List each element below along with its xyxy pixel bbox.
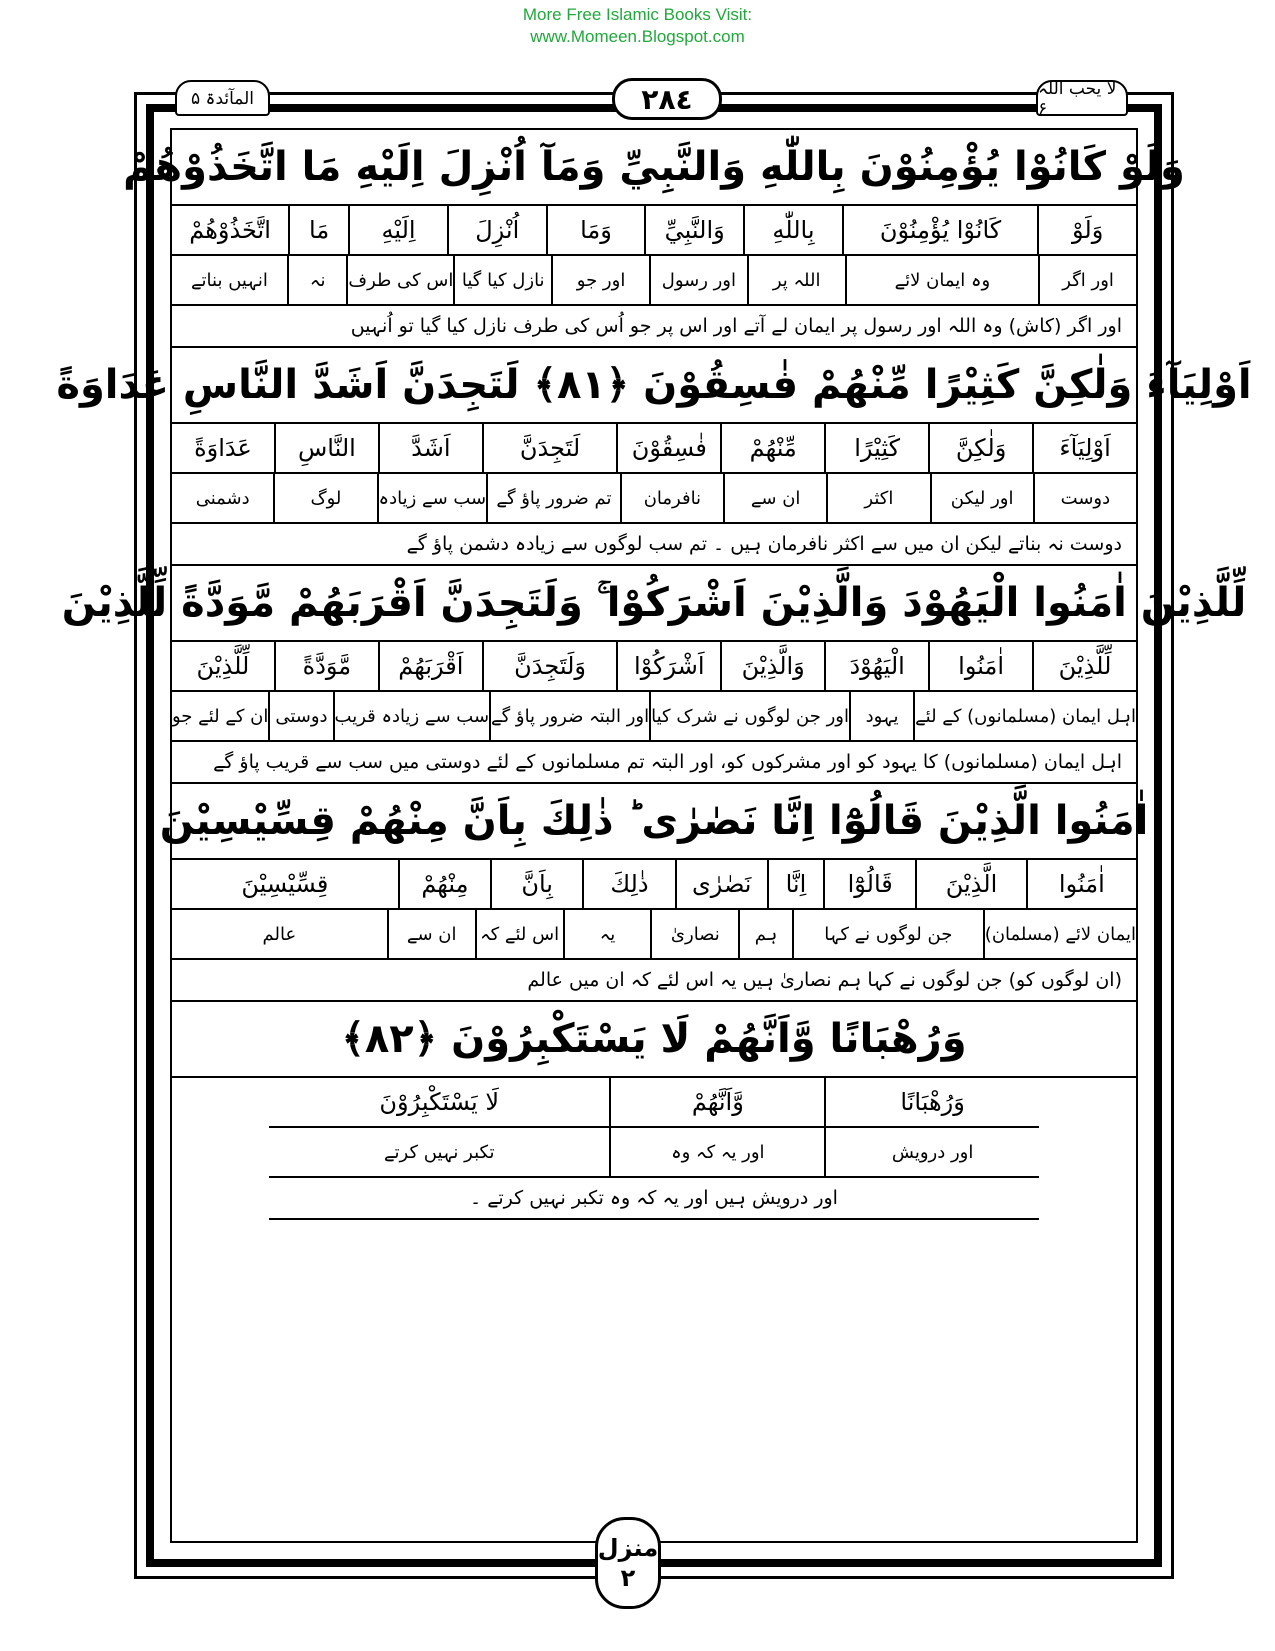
- verse-line: اٰمَنُوا الَّذِيْنَ قَالُوْٓا اِنَّا نَصٰرٰى ؕ ذٰلِكَ بِاَنَّ مِنْهُمْ قِسِّيْسِيْنَ: [172, 784, 1136, 860]
- meaning-cell: سب سے زیادہ قریب: [333, 692, 490, 740]
- verse-line: وَرُهْبَانًا وَّاَنَّهُمْ لَا يَسْتَكْبِرُوْنَ ﴿٨٢﴾: [172, 1002, 1136, 1078]
- verse-line: اَوْلِيَآءَ وَلٰكِنَّ كَثِيْرًا مِّنْهُمْ فٰسِقُوْنَ ﴿٨١﴾ لَتَجِدَنَّ اَشَدَّ النَّاسِ عَدَاوَةً: [172, 348, 1136, 424]
- verse-section: [159, 784, 1149, 1002]
- word-cell: وَالنَّبِيِّ: [644, 206, 743, 254]
- word-cell: لِّلَّذِيْنَ: [1032, 642, 1136, 690]
- meaning-cell: جن لوگوں نے کہا: [792, 910, 983, 958]
- meaning-cell: تم ضرور پاؤ گے: [486, 474, 620, 522]
- meaning-cell: اور یہ کہ وہ: [609, 1128, 824, 1176]
- meaning-row: [172, 692, 1136, 742]
- meaning-cell: نازل کیا گیا: [453, 256, 551, 304]
- word-cell: قِسِّيْسِيْنَ: [241, 870, 329, 898]
- meaning-cell: دوست: [1033, 474, 1136, 522]
- word-cell: كَثِيْرًا: [824, 424, 928, 472]
- translation-line: اور اگر (کاش) وہ اللہ اور رسول پر ایمان لے آتے اور اس پر جو اُس کی طرف نازل کیا گیا تو اُنہیں: [172, 306, 1136, 348]
- word-cell: اَوْلِيَآءَ: [1032, 424, 1136, 472]
- word-cell: اَقْرَبَهُمْ: [378, 642, 482, 690]
- page-number: ٢٨٤: [612, 78, 722, 120]
- word-cell: مَّوَدَّةً: [274, 642, 378, 690]
- word-cell: النَّاسِ: [274, 424, 378, 472]
- word-cell: وَلَوْ: [1037, 206, 1136, 254]
- word-cell: بِاللّٰهِ: [743, 206, 842, 254]
- banner-line-1: More Free Islamic Books Visit:: [522, 5, 753, 24]
- meaning-cell: یہود: [849, 692, 913, 740]
- word-cell: مِنْهُمْ: [398, 860, 490, 908]
- meaning-cell: اور رسول: [649, 256, 747, 304]
- meaning-row: [269, 1128, 1039, 1178]
- verse-line: وَلَوْ كَانُوْا يُؤْمِنُوْنَ بِاللّٰهِ وَالنَّبِيِّ وَمَآ اُنْزِلَ اِلَيْهِ مَا اتَّخَذُوْهُمْ: [172, 130, 1136, 206]
- word-cell: الْيَهُوْدَ: [824, 642, 928, 690]
- meaning-cell: نافرمان: [620, 474, 723, 522]
- verse-section: [123, 130, 1185, 348]
- word-cell: ذٰلِكَ: [582, 860, 674, 908]
- word-cell: اٰمَنُوا: [928, 642, 1032, 690]
- banner: [0, 4, 1275, 48]
- meaning-row: [172, 256, 1136, 306]
- word-cell: وَلٰكِنَّ: [928, 424, 1032, 472]
- word-cell: فٰسِقُوْنَ: [616, 424, 720, 472]
- word-row: [269, 1078, 1039, 1128]
- word-cell: مِّنْهُمْ: [720, 424, 824, 472]
- meaning-cell: نصاریٰ: [650, 910, 738, 958]
- word-cell: وَمَا: [546, 206, 645, 254]
- word-cell: كَانُوْا يُؤْمِنُوْنَ: [842, 206, 1037, 254]
- meaning-cell: اس لئے کہ: [475, 910, 563, 958]
- meaning-cell: دوستی: [268, 692, 332, 740]
- meaning-cell: عالم: [262, 923, 297, 945]
- manzil-label: منزل: [597, 1534, 659, 1562]
- meaning-cell: اور جو: [551, 256, 649, 304]
- meaning-cell: اس کی طرف: [346, 256, 453, 304]
- verse-section: [61, 566, 1247, 784]
- word-cell: مَا: [288, 206, 348, 254]
- word-cell: اَشْرَكُوْا: [616, 642, 720, 690]
- meaning-cell: انہیں بناتے: [191, 269, 268, 291]
- meaning-cell: اللہ پر: [747, 256, 845, 304]
- word-cell: لَتَجِدَنَّ: [482, 424, 617, 472]
- meaning-cell: سب سے زیادہ: [377, 474, 487, 522]
- meaning-cell: اور درویش: [824, 1128, 1039, 1176]
- translation-line: دوست نہ بناتے لیکن ان میں سے اکثر نافرمان ہیں ۔ تم سب لوگوں سے زیادہ دشمن پاؤ گے: [172, 524, 1136, 566]
- word-cell: اِلَيْهِ: [348, 206, 447, 254]
- word-row: [172, 860, 1136, 910]
- meaning-row: [172, 910, 1136, 960]
- manzil-number: ٢: [620, 1564, 636, 1592]
- word-cell: وَالَّذِيْنَ: [720, 642, 824, 690]
- manzil-badge: [595, 1517, 661, 1609]
- meaning-row: [172, 474, 1136, 524]
- word-cell: اٰمَنُوا: [1026, 860, 1136, 908]
- word-cell: اِنَّا: [767, 860, 823, 908]
- meaning-cell: ان سے: [723, 474, 826, 522]
- meaning-cell: اکثر: [826, 474, 929, 522]
- word-cell: وَرُهْبَانًا: [824, 1078, 1039, 1126]
- word-cell: لِّلَّذِيْنَ: [196, 652, 250, 680]
- verse-line: لِّلَّذِيْنَ اٰمَنُوا الْيَهُوْدَ وَالَّذِيْنَ اَشْرَكُوْا ۚ وَلَتَجِدَنَّ اَقْرَبَهُمْ مَّوَدَّةً لِّلَّذِيْنَ: [172, 566, 1136, 642]
- word-cell: عَدَاوَةً: [194, 434, 252, 462]
- meaning-cell: اور اگر: [1038, 256, 1136, 304]
- translation-line: (ان لوگوں کو) جن لوگوں نے کہا ہم نصاریٰ ہیں یہ اس لئے کہ ان میں عالم: [172, 960, 1136, 1002]
- meaning-cell: اور البتہ ضرور پاؤ گے: [489, 692, 649, 740]
- meaning-cell: وہ ایمان لائے: [845, 256, 1039, 304]
- word-cell: بِاَنَّ: [490, 860, 582, 908]
- word-cell: لَا يَسْتَكْبِرُوْنَ: [379, 1088, 500, 1116]
- word-cell: قَالُوْٓا: [823, 860, 915, 908]
- translation-line: اور درویش ہیں اور یہ کہ وہ تکبر نہیں کرتے ۔: [269, 1178, 1039, 1220]
- translation-line: اہل ایمان (مسلمانوں) کا یہود کو اور مشرکوں کو، اور البتہ تم مسلمانوں کے لئے دوستی میں سب سے قریب پاؤ گے: [172, 742, 1136, 784]
- para-label: لا یحب اللہ ۶: [1036, 80, 1128, 116]
- word-row: [172, 424, 1136, 474]
- meaning-cell: نہ: [287, 256, 346, 304]
- meaning-cell: ان کے لئے جو: [172, 705, 269, 727]
- word-cell: اتَّخَذُوْهُمْ: [189, 216, 271, 244]
- surah-label: المآئدۃ ۵: [175, 80, 270, 116]
- word-cell: الَّذِيْنَ: [915, 860, 1025, 908]
- word-row: [172, 642, 1136, 692]
- banner-link[interactable]: www.Momeen.Blogspot.com: [530, 27, 745, 46]
- word-cell: نَصٰرٰى: [675, 860, 767, 908]
- meaning-cell: ایمان لائے (مسلمان): [983, 910, 1136, 958]
- word-cell: وَّاَنَّهُمْ: [609, 1078, 824, 1126]
- word-row: [172, 206, 1136, 256]
- meaning-cell: تکبر نہیں کرتے: [383, 1141, 495, 1163]
- meaning-cell: اہل ایمان (مسلمانوں) کے لئے: [913, 692, 1136, 740]
- meaning-cell: ہم: [738, 910, 792, 958]
- meaning-cell: اور جن لوگوں نے شرک کیا: [649, 692, 849, 740]
- meaning-cell: ان سے: [387, 910, 475, 958]
- meaning-cell: اور لیکن: [930, 474, 1033, 522]
- word-cell: وَلَتَجِدَنَّ: [482, 642, 617, 690]
- meaning-cell: یہ: [563, 910, 651, 958]
- word-cell: اَشَدَّ: [378, 424, 482, 472]
- verse-section: [172, 1002, 1136, 1220]
- word-cell: اُنْزِلَ: [447, 206, 546, 254]
- meaning-cell: لوگ: [273, 474, 376, 522]
- translation-table: [56, 130, 1252, 1220]
- verse-section: [56, 348, 1252, 566]
- meaning-cell: دشمنی: [195, 487, 250, 509]
